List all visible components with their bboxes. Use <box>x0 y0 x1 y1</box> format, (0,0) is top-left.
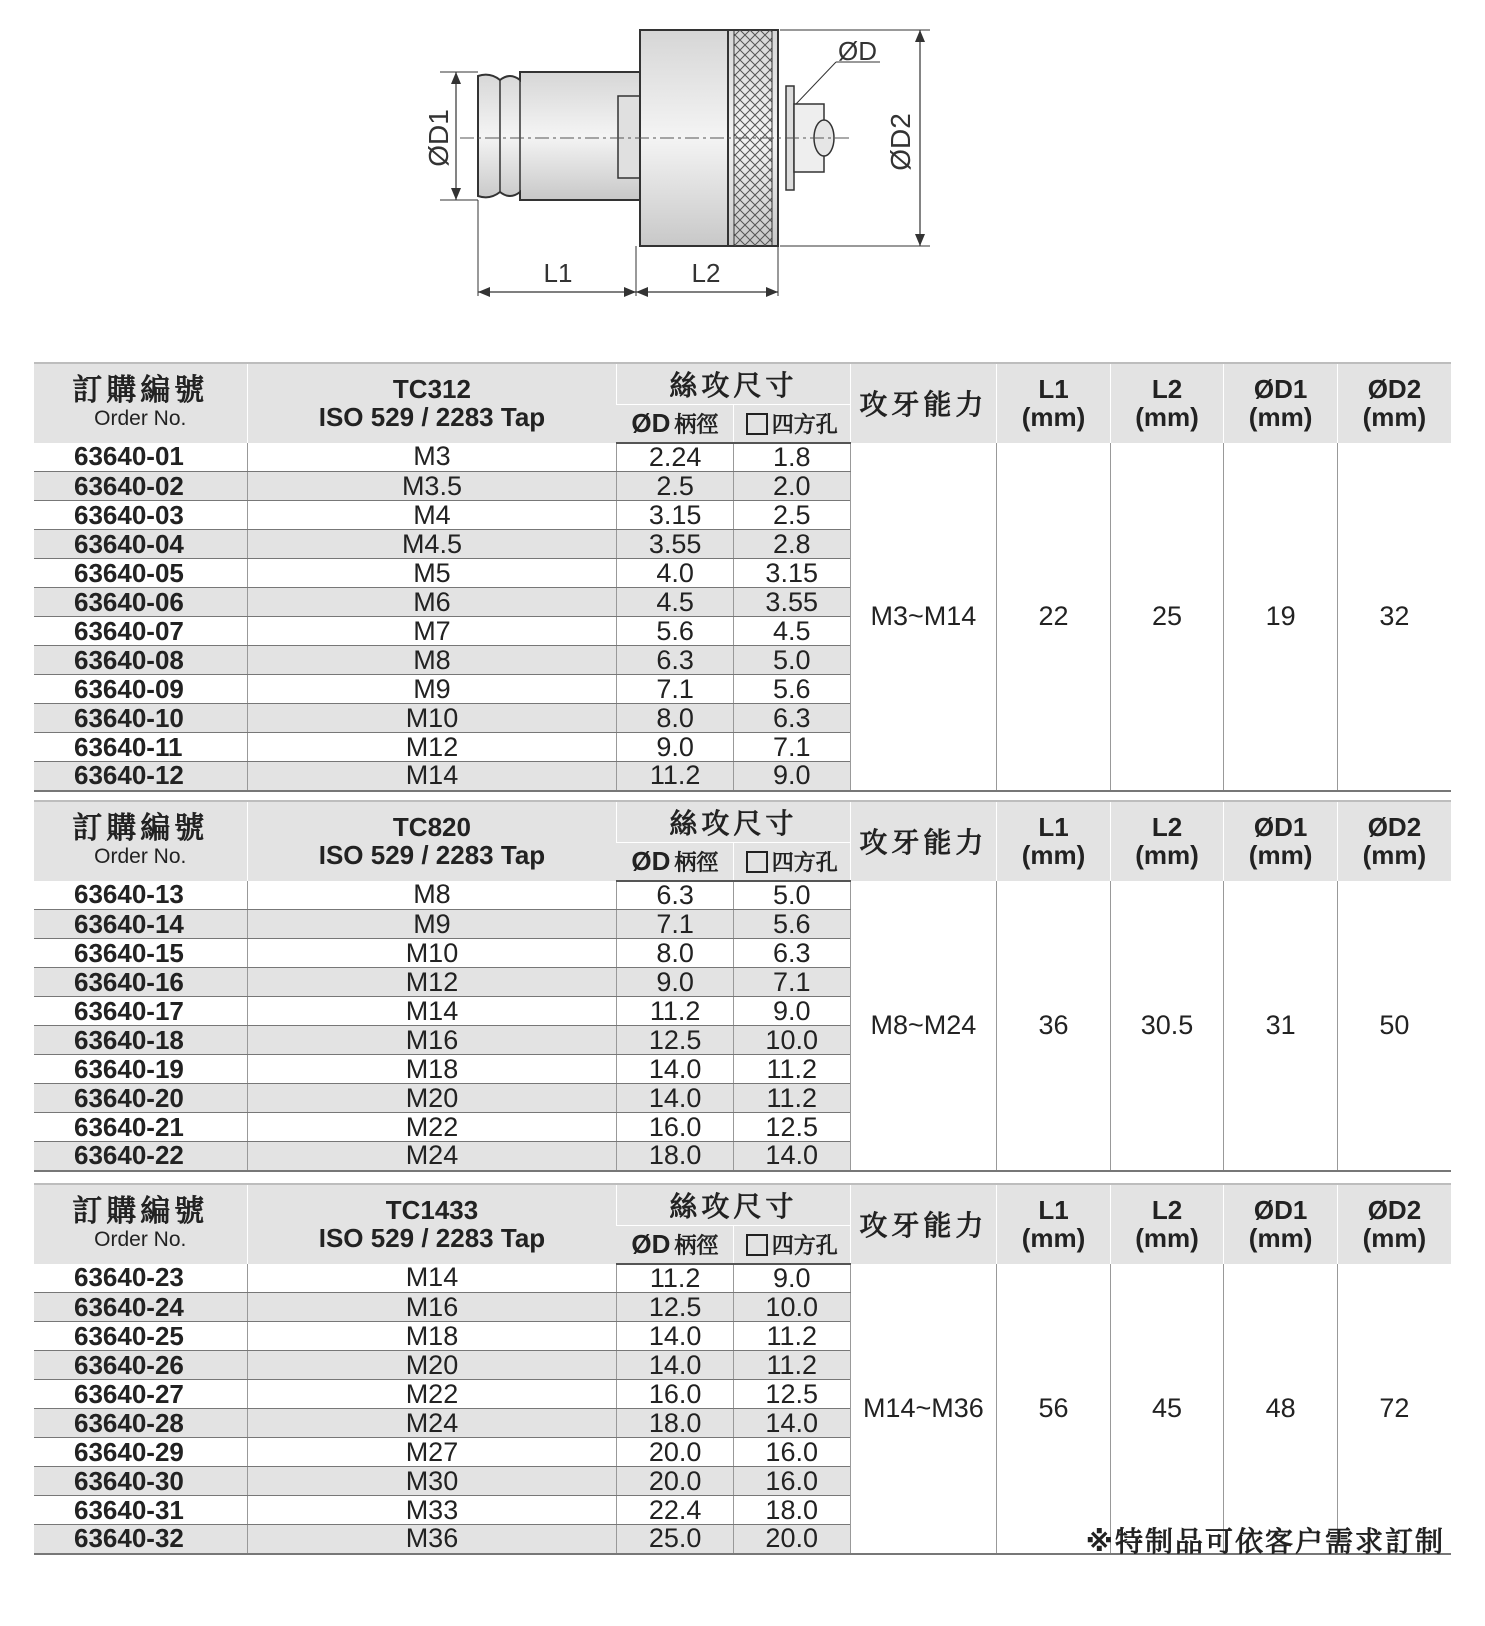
tap-size-cell: M24 <box>247 1409 617 1438</box>
shank-diameter-cell: 14.0 <box>617 1351 734 1380</box>
l1-cell: 56 <box>997 1264 1111 1554</box>
model-header: TC312 ISO 529 / 2283 Tap <box>247 363 617 443</box>
spec-table <box>34 800 1451 1172</box>
square-cell: 20.0 <box>733 1525 850 1554</box>
d2-header: ØD2 (mm) <box>1337 1184 1451 1264</box>
tap-size-cell: M12 <box>247 733 617 762</box>
square-cell: 12.5 <box>733 1113 850 1142</box>
spec-table <box>34 1183 1451 1555</box>
shank-diameter-cell: 22.4 <box>617 1496 734 1525</box>
tap-size-cell: M5 <box>247 559 617 588</box>
shank-diameter-cell: 5.6 <box>617 617 734 646</box>
square-cell: 2.8 <box>733 530 850 559</box>
shank-diameter-cell: 4.0 <box>617 559 734 588</box>
order-no-header: 訂購編號 Order No. <box>34 363 247 443</box>
tap-size-cell: M22 <box>247 1113 617 1142</box>
shank-diameter-header: ØD 柄徑 <box>617 405 734 443</box>
l2-cell: 25 <box>1110 443 1224 791</box>
tap-size-cell: M7 <box>247 617 617 646</box>
square-cell: 18.0 <box>733 1496 850 1525</box>
shank-diameter-cell: 16.0 <box>617 1380 734 1409</box>
square-cell: 12.5 <box>733 1380 850 1409</box>
order-no-header: 訂購編號 Order No. <box>34 1184 247 1264</box>
order-no-cell: 63640-24 <box>34 1293 247 1322</box>
l1-cell: 22 <box>997 443 1111 791</box>
shank-diameter-cell: 25.0 <box>617 1525 734 1554</box>
order-no-cell: 63640-31 <box>34 1496 247 1525</box>
square-cell: 16.0 <box>733 1438 850 1467</box>
square-cell: 5.0 <box>733 881 850 910</box>
shank-diameter-cell: 14.0 <box>617 1322 734 1351</box>
square-cell: 5.6 <box>733 910 850 939</box>
order-no-cell: 63640-05 <box>34 559 247 588</box>
l2-cell: 30.5 <box>1110 881 1224 1171</box>
square-cell: 14.0 <box>733 1142 850 1171</box>
square-cell: 7.1 <box>733 733 850 762</box>
square-header: 四方孔 <box>733 1226 850 1264</box>
order-no-cell: 63640-22 <box>34 1142 247 1171</box>
square-cell: 10.0 <box>733 1293 850 1322</box>
shank-diameter-cell: 9.0 <box>617 733 734 762</box>
tap-size-cell: M4.5 <box>247 530 617 559</box>
order-no-cell: 63640-25 <box>34 1322 247 1351</box>
tap-size-cell: M36 <box>247 1525 617 1554</box>
l1-cell: 36 <box>997 881 1111 1171</box>
shank-diameter-cell: 9.0 <box>617 968 734 997</box>
tap-size-cell: M3 <box>247 443 617 472</box>
square-cell: 5.6 <box>733 675 850 704</box>
model-header: TC820 ISO 529 / 2283 Tap <box>247 801 617 881</box>
d2-cell: 32 <box>1337 443 1451 791</box>
tap-size-cell: M10 <box>247 704 617 733</box>
order-no-cell: 63640-03 <box>34 501 247 530</box>
shank-diameter-cell: 18.0 <box>617 1409 734 1438</box>
table-row <box>34 443 1451 472</box>
order-no-cell: 63640-18 <box>34 1026 247 1055</box>
shank-diameter-cell: 2.24 <box>617 443 734 472</box>
order-no-cell: 63640-15 <box>34 939 247 968</box>
shank-diameter-cell: 11.2 <box>617 762 734 791</box>
tap-adapter-drawing <box>0 0 1485 330</box>
order-no-cell: 63640-10 <box>34 704 247 733</box>
tap-size-cell: M8 <box>247 646 617 675</box>
order-no-cell: 63640-30 <box>34 1467 247 1496</box>
shank-diameter-cell: 4.5 <box>617 588 734 617</box>
square-cell: 16.0 <box>733 1467 850 1496</box>
label-l1: L1 <box>543 258 573 288</box>
capacity-header: 攻牙能力 <box>850 1184 997 1264</box>
tap-size-header: 絲攻尺寸 <box>617 801 850 843</box>
square-header: 四方孔 <box>733 405 850 443</box>
order-no-cell: 63640-01 <box>34 443 247 472</box>
order-no-cell: 63640-27 <box>34 1380 247 1409</box>
table-row <box>34 881 1451 910</box>
tap-size-cell: M16 <box>247 1293 617 1322</box>
square-cell: 6.3 <box>733 704 850 733</box>
d2-cell: 72 <box>1337 1264 1451 1554</box>
shank-diameter-cell: 3.15 <box>617 501 734 530</box>
square-cell: 5.0 <box>733 646 850 675</box>
square-cell: 1.8 <box>733 443 850 472</box>
square-cell: 7.1 <box>733 968 850 997</box>
square-header: 四方孔 <box>733 843 850 881</box>
capacity-cell: M14~M36 <box>850 1264 997 1554</box>
order-no-cell: 63640-29 <box>34 1438 247 1467</box>
order-no-cell: 63640-32 <box>34 1525 247 1554</box>
square-cell: 11.2 <box>733 1351 850 1380</box>
square-cell: 10.0 <box>733 1026 850 1055</box>
tap-size-cell: M22 <box>247 1380 617 1409</box>
square-cell: 3.55 <box>733 588 850 617</box>
d1-cell: 48 <box>1224 1264 1338 1554</box>
order-no-cell: 63640-12 <box>34 762 247 791</box>
shank-diameter-cell: 7.1 <box>617 675 734 704</box>
tap-size-cell: M27 <box>247 1438 617 1467</box>
model-header: TC1433 ISO 529 / 2283 Tap <box>247 1184 617 1264</box>
tap-size-cell: M9 <box>247 675 617 704</box>
shank-diameter-cell: 14.0 <box>617 1055 734 1084</box>
shank-diameter-cell: 6.3 <box>617 881 734 910</box>
order-no-cell: 63640-14 <box>34 910 247 939</box>
spec-table <box>34 362 1451 792</box>
square-cell: 6.3 <box>733 939 850 968</box>
order-no-cell: 63640-06 <box>34 588 247 617</box>
square-cell: 11.2 <box>733 1055 850 1084</box>
shank-diameter-cell: 3.55 <box>617 530 734 559</box>
tap-size-cell: M4 <box>247 501 617 530</box>
order-no-cell: 63640-17 <box>34 997 247 1026</box>
tap-size-cell: M30 <box>247 1467 617 1496</box>
d1-cell: 19 <box>1224 443 1338 791</box>
order-no-cell: 63640-23 <box>34 1264 247 1293</box>
shank-diameter-header: ØD 柄徑 <box>617 1226 734 1264</box>
square-icon <box>746 851 768 873</box>
square-cell: 11.2 <box>733 1322 850 1351</box>
label-l2: L2 <box>691 258 721 288</box>
l2-header: L2 (mm) <box>1110 363 1224 443</box>
tap-size-cell: M14 <box>247 1264 617 1293</box>
square-cell: 9.0 <box>733 762 850 791</box>
shank-diameter-cell: 11.2 <box>617 1264 734 1293</box>
capacity-header: 攻牙能力 <box>850 363 997 443</box>
shank-diameter-cell: 8.0 <box>617 704 734 733</box>
square-icon <box>746 1234 768 1256</box>
shank-diameter-cell: 7.1 <box>617 910 734 939</box>
capacity-cell: M8~M24 <box>850 881 997 1171</box>
capacity-header: 攻牙能力 <box>850 801 997 881</box>
shank-diameter-cell: 2.5 <box>617 472 734 501</box>
tap-size-cell: M20 <box>247 1084 617 1113</box>
d1-header: ØD1 (mm) <box>1224 363 1338 443</box>
shank-diameter-header: ØD 柄徑 <box>617 843 734 881</box>
tap-size-cell: M10 <box>247 939 617 968</box>
tap-size-cell: M9 <box>247 910 617 939</box>
shank-diameter-cell: 20.0 <box>617 1438 734 1467</box>
order-no-cell: 63640-13 <box>34 881 247 910</box>
order-no-cell: 63640-07 <box>34 617 247 646</box>
d2-header: ØD2 (mm) <box>1337 801 1451 881</box>
order-no-cell: 63640-26 <box>34 1351 247 1380</box>
shank-diameter-cell: 6.3 <box>617 646 734 675</box>
d2-header: ØD2 (mm) <box>1337 363 1451 443</box>
tap-size-cell: M6 <box>247 588 617 617</box>
tap-size-cell: M18 <box>247 1055 617 1084</box>
tap-size-cell: M16 <box>247 1026 617 1055</box>
order-no-cell: 63640-11 <box>34 733 247 762</box>
shank-diameter-cell: 8.0 <box>617 939 734 968</box>
d1-header: ØD1 (mm) <box>1224 801 1338 881</box>
shank-diameter-cell: 12.5 <box>617 1293 734 1322</box>
square-cell: 2.5 <box>733 501 850 530</box>
label-d2: ØD2 <box>885 113 916 171</box>
d1-header: ØD1 (mm) <box>1224 1184 1338 1264</box>
order-no-cell: 63640-08 <box>34 646 247 675</box>
tap-size-cell: M18 <box>247 1322 617 1351</box>
tap-size-cell: M14 <box>247 762 617 791</box>
shank-diameter-cell: 12.5 <box>617 1026 734 1055</box>
l2-header: L2 (mm) <box>1110 801 1224 881</box>
label-d: ØD <box>838 36 877 66</box>
order-no-cell: 63640-19 <box>34 1055 247 1084</box>
l2-header: L2 (mm) <box>1110 1184 1224 1264</box>
d1-cell: 31 <box>1224 881 1338 1171</box>
square-cell: 4.5 <box>733 617 850 646</box>
table-row <box>34 1264 1451 1293</box>
l1-header: L1 (mm) <box>997 801 1111 881</box>
l2-cell: 45 <box>1110 1264 1224 1554</box>
square-cell: 9.0 <box>733 997 850 1026</box>
shank-diameter-cell: 11.2 <box>617 997 734 1026</box>
shank-diameter-cell: 20.0 <box>617 1467 734 1496</box>
shank-diameter-cell: 16.0 <box>617 1113 734 1142</box>
custom-order-note: ※特制品可依客户需求訂制 <box>1085 1526 1445 1557</box>
order-no-cell: 63640-04 <box>34 530 247 559</box>
shank-diameter-cell: 18.0 <box>617 1142 734 1171</box>
tap-size-cell: M12 <box>247 968 617 997</box>
tap-size-cell: M3.5 <box>247 472 617 501</box>
square-cell: 11.2 <box>733 1084 850 1113</box>
capacity-cell: M3~M14 <box>850 443 997 791</box>
tap-size-cell: M33 <box>247 1496 617 1525</box>
tap-size-header: 絲攻尺寸 <box>617 363 850 405</box>
d2-cell: 50 <box>1337 881 1451 1171</box>
order-no-cell: 63640-09 <box>34 675 247 704</box>
square-cell: 2.0 <box>733 472 850 501</box>
l1-header: L1 (mm) <box>997 363 1111 443</box>
square-cell: 14.0 <box>733 1409 850 1438</box>
tap-size-cell: M24 <box>247 1142 617 1171</box>
tap-size-header: 絲攻尺寸 <box>617 1184 850 1226</box>
order-no-header: 訂購編號 Order No. <box>34 801 247 881</box>
square-cell: 3.15 <box>733 559 850 588</box>
tap-size-cell: M20 <box>247 1351 617 1380</box>
order-no-cell: 63640-20 <box>34 1084 247 1113</box>
square-cell: 9.0 <box>733 1264 850 1293</box>
tap-size-cell: M14 <box>247 997 617 1026</box>
shank-diameter-cell: 14.0 <box>617 1084 734 1113</box>
order-no-cell: 63640-02 <box>34 472 247 501</box>
square-icon <box>746 413 768 435</box>
label-d1: ØD1 <box>423 109 454 167</box>
order-no-cell: 63640-21 <box>34 1113 247 1142</box>
order-no-cell: 63640-28 <box>34 1409 247 1438</box>
l1-header: L1 (mm) <box>997 1184 1111 1264</box>
order-no-cell: 63640-16 <box>34 968 247 997</box>
tap-size-cell: M8 <box>247 881 617 910</box>
